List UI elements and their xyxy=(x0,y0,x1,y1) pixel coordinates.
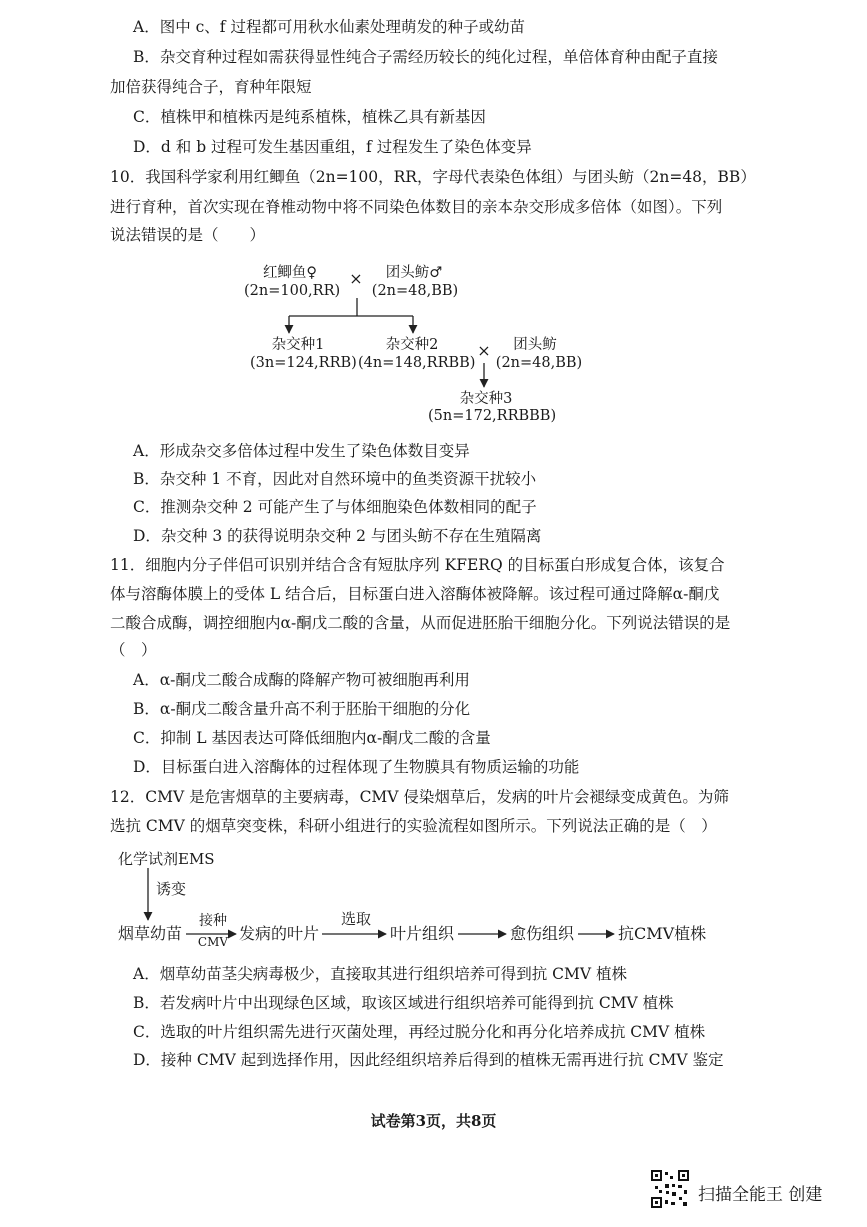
leaf-tissue-label: 叶片组织 xyxy=(390,924,455,943)
q12-option-b: B．若发病叶片中出现绿色区域，取该区域进行组织培养可能得到抗 CMV 植株 xyxy=(133,994,674,1012)
q10-option-c: C．推测杂交种 2 可能产生了与体细胞染色体数相同的配子 xyxy=(133,498,537,516)
q11-stem-line3: 二酸合成酶，调控细胞内α-酮戊二酸的含量，从而促进胚胎干细胞分化。下列说法错误的是 xyxy=(110,614,731,632)
q9-option-b: B．杂交育种过程如需获得显性纯合子需经历较长的纯化过程，单倍体育种由配子直接 xyxy=(133,48,718,66)
inoculate-label: 接种 xyxy=(199,913,227,929)
q11-option-d: D．目标蛋白进入溶酶体的过程体现了生物膜具有物质运输的功能 xyxy=(133,758,580,776)
q9-option-a: A．图中 c、f 过程都可用秋水仙素处理萌发的种子或幼苗 xyxy=(133,18,525,36)
hybrid2-genotype: (4n=148,RRBB) xyxy=(358,355,476,371)
seedling-label: 烟草幼苗 xyxy=(118,924,183,943)
page-footer: 试卷第3页，共8页 xyxy=(370,1112,497,1130)
parent3-name: 团头鲂 xyxy=(513,337,557,353)
parent1-genotype: (2n=100,RR) xyxy=(244,283,341,299)
q9-option-d: D．d 和 b 过程可发生基因重组，f 过程发生了染色体变异 xyxy=(133,138,532,156)
q12-stem-line1: 12．CMV 是危害烟草的主要病毒，CMV 侵染烟草后，发病的叶片会褪绿变成黄色。为筛 xyxy=(110,788,729,806)
resistant-plant-label: 抗CMV植株 xyxy=(618,924,707,943)
q11-option-b: B．α-酮戊二酸含量升高不利于胚胎干细胞的分化 xyxy=(133,700,471,718)
q10-stem-line1: 10．我国科学家利用红鲫鱼（2n=100，RR，字母代表染色体组）与团头鲂（2n=48，BB） xyxy=(110,168,756,186)
q12-option-a: A．烟草幼苗茎尖病毒极少，直接取其进行组织培养可得到抗 CMV 植株 xyxy=(133,965,627,983)
q11-option-c: C．抑制 L 基因表达可降低细胞内α-酮戊二酸的含量 xyxy=(133,729,491,747)
mutagenesis-label: 诱变 xyxy=(156,880,187,898)
parent1-name: 红鲫鱼♀ xyxy=(262,265,318,281)
q10-stem-line2: 进行育种，首次实现在脊椎动物中将不同染色体数目的亲本杂交形成多倍体（如图）。下列 xyxy=(110,198,723,216)
hybrid1-genotype: (3n=124,RRB) xyxy=(250,355,357,371)
hybrid3-genotype: (5n=172,RRBBB) xyxy=(428,408,557,424)
q11-stem-line4: （ ） xyxy=(110,641,157,659)
q11-stem-line1: 11．细胞内分子伴侣可识别并结合含有短肽序列 KFERQ 的目标蛋白形成复合体，该复合 xyxy=(110,556,725,574)
q12-option-d: D．接种 CMV 起到选择作用，因此经组织培养后得到的植株无需再进行抗 CMV 鉴定 xyxy=(133,1051,724,1069)
parent2-genotype: (2n=48,BB) xyxy=(371,283,459,299)
qr-code-icon xyxy=(651,1170,689,1208)
select-label: 选取 xyxy=(340,910,371,928)
cmv-label: CMV xyxy=(197,935,229,949)
q10-stem-line3: 说法错误的是（ ） xyxy=(110,226,266,244)
cross-symbol-1: × xyxy=(349,269,363,288)
q10-option-a: A．形成杂交多倍体过程中发生了染色体数目变异 xyxy=(133,442,470,460)
q9-option-b-continued: 加倍获得纯合子，育种年限短 xyxy=(110,78,312,96)
reagent-label: 化学试剂EMS xyxy=(118,850,215,868)
q11-option-a: A．α-酮戊二酸合成酶的降解产物可被细胞再利用 xyxy=(133,671,470,689)
hybrid2-name: 杂交种2 xyxy=(385,337,439,353)
hybrid1-name: 杂交种1 xyxy=(271,337,325,353)
hybrid3-name: 杂交种3 xyxy=(459,391,513,407)
callus-label: 愈伤组织 xyxy=(510,924,575,943)
q11-stem-line2: 体与溶酶体膜上的受体 L 结合后，目标蛋白进入溶酶体被降解。该过程可通过降解α-酮戊 xyxy=(110,585,720,603)
q12-option-c: C．选取的叶片组织需先进行灭菌处理，再经过脱分化和再分化培养成抗 CMV 植株 xyxy=(133,1023,706,1041)
q10-option-b: B．杂交种 1 不育，因此对自然环境中的鱼类资源干扰较小 xyxy=(133,470,537,488)
q12-stem-line2: 选抗 CMV 的烟草突变株，科研小组进行的实验流程如图所示。下列说法正确的是（ ） xyxy=(110,817,717,835)
q9-option-c: C．植株甲和植株丙是纯系植株，植株乙具有新基因 xyxy=(133,108,486,126)
scanner-watermark: 扫描全能王 创建 xyxy=(698,1185,823,1205)
cross-symbol-2: × xyxy=(477,341,491,360)
parent2-name: 团头鲂♂ xyxy=(385,265,443,281)
parent3-genotype: (2n=48,BB) xyxy=(495,355,583,371)
q10-option-d: D．杂交种 3 的获得说明杂交种 2 与团头鲂不存在生殖隔离 xyxy=(133,527,542,545)
diseased-leaf-label: 发病的叶片 xyxy=(239,924,320,943)
